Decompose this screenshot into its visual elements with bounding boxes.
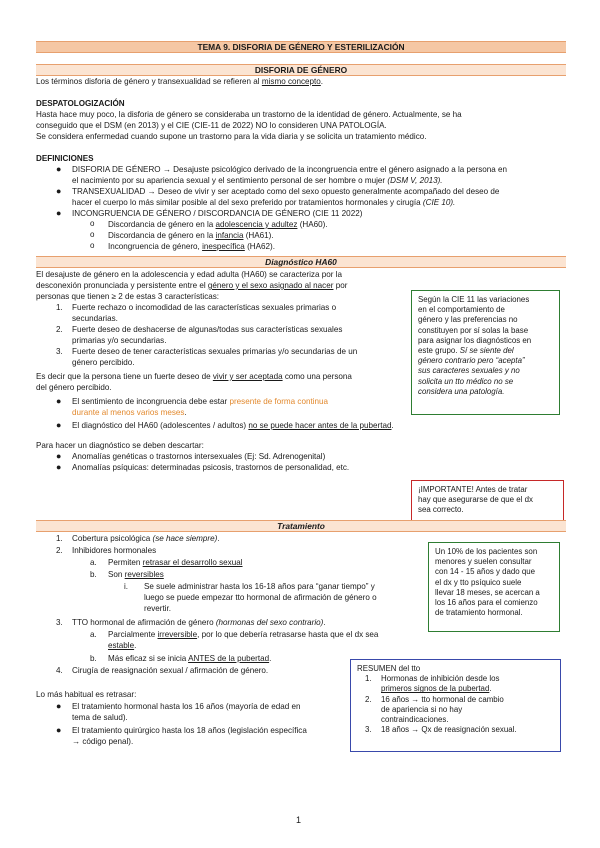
diag-b4: Anomalías psíquicas: determinadas psicosis, trastornos de personalidad, etc.: [72, 463, 350, 472]
bullet-icon: ●: [56, 208, 62, 218]
despat-line-2: conseguido que el DSM (en 2013) y el CIE (CIE-11 de 2022) NO lo consideren UNA PATOLOGÍA.: [36, 121, 387, 130]
trat-2b-i-3: revertir.: [144, 604, 171, 613]
trat-3: TTO hormonal de afirmación de género (hormonas del sexo contrario).: [72, 618, 326, 627]
despat-line-1: Hasta hace muy poco, la disforia de género se consideraba un trastorno de la identidad de género. Actualmente, se ha: [36, 110, 462, 119]
def-trans-2: hacer el cuerpo lo más similar posible al del sexo preferido por tratamientos hormonales y cirugía (CIE 10).: [72, 198, 456, 207]
retrasar-2a: El tratamiento quirúrgico hasta los 18 años (legislación específica: [72, 726, 307, 735]
page-number: 1: [296, 815, 302, 825]
def-trans-1: TRANSEXUALIDAD → Deseo de vivir y ser aceptado como del sexo opuesto generalmente acompañado del deseo de: [72, 187, 500, 196]
def-disforia-1: DISFORIA DE GÉNERO → Desajuste psicológico derivado de la incongruencia entre el género asignado a la persona en: [72, 165, 508, 174]
crit-3a: Fuerte deseo de tener características sexuales primarias y/o secundarias de un: [72, 347, 358, 356]
diag-b1b: durante al menos varios meses.: [72, 408, 187, 417]
letter-b: b.: [90, 654, 97, 663]
bullet-icon: ●: [56, 396, 62, 406]
circle-bullet-icon: o: [90, 241, 95, 250]
num-t3: 3.: [56, 618, 63, 627]
crit-3b: género percibido.: [72, 358, 135, 367]
sub-ha62: Incongruencia de género, inespecífica (HA62).: [108, 242, 275, 251]
note-box-cie11: Según la CIE 11 las variaciones en el comportamiento de género y las preferencias no constituyen por sí solas la base para asignar los diagnósticos en este grupo. Sí se siente del género contrario pero “acepta” sus caracteres sexuales y no solicita un tto médico no se considera una patología.: [411, 290, 560, 415]
num-3: 3.: [56, 347, 63, 356]
trat-3b: Más eficaz si se inicia ANTES de la pubertad.: [108, 654, 272, 663]
num-t2: 2.: [56, 546, 63, 555]
despat-line-3: Se considera enfermedad cuando supone un trastorno para la vida diaria y se solicita un tratamiento médico.: [36, 132, 427, 141]
diag-p3: personas que tienen ≥ 2 de estas 3 características:: [36, 292, 220, 301]
trat-3a-2: estable.: [108, 641, 137, 650]
letter-a: a.: [90, 558, 97, 567]
crit-1a: Fuerte rechazo o incomodidad de las características sexuales primarias o: [72, 303, 337, 312]
trat-2: Inhibidores hormonales: [72, 546, 157, 555]
retrasar-1a: El tratamiento hormonal hasta los 16 años (mayoría de edad en: [72, 702, 301, 711]
def-disforia-2: el nacimiento por su apariencia sexual y el sentimiento personal de ser hombre o mujer (DSM V, 2013).: [72, 176, 443, 185]
diag-b3: Anomalías genéticas o trastornos intersexuales (Ej: Sd. Adrenogenital): [72, 452, 326, 461]
trat-2b-i-2: luego se puede empezar tto hormonal de afirmación de género o: [144, 593, 377, 602]
circle-bullet-icon: o: [90, 219, 95, 228]
page-title: TEMA 9. DISFORIA DE GÉNERO Y ESTERILIZACIÓN: [36, 41, 566, 53]
bullet-icon: ●: [56, 725, 62, 735]
retrasar-heading: Lo más habitual es retrasar:: [36, 690, 137, 699]
note-box-resumen: RESUMEN del tto 1. Hormonas de inhibición desde los primeros signos de la pubertad. 2. 16 años → tto hormonal de cambio de apariencia si no hay contraindicaciones. 3. 18 años → Qx de reasignación sexual.: [350, 659, 561, 752]
diag-b2: El diagnóstico del HA60 (adolescentes / adultos) no se puede hacer antes de la pubertad.: [72, 421, 394, 430]
bullet-icon: ●: [56, 701, 62, 711]
bullet-icon: ●: [56, 462, 62, 472]
diag-b1a: El sentimiento de incongruencia debe estar presente de forma continua: [72, 397, 329, 406]
num-t4: 4.: [56, 666, 63, 675]
intro-line: Los términos disforia de género y transexualidad se refieren al mismo concepto.: [36, 77, 324, 86]
trat-2a: Permiten retrasar el desarrollo sexual: [108, 558, 243, 567]
note-box-importante: ¡IMPORTANTE! Antes de tratar hay que asegurarse de que el dx sea correcto.: [411, 480, 564, 525]
retrasar-1b: tema de salud).: [72, 713, 128, 722]
section-header-tratamiento: Tratamiento: [36, 520, 566, 532]
note-box-pacientes: Un 10% de los pacientes son menores y suelen consultar con 14 - 15 años y dado que el dx y tto psíquico suele llevar 18 meses, se acercan a los 16 años para el comienzo de tratamiento hormonal.: [428, 542, 560, 632]
roman-i: i.: [124, 582, 129, 591]
crit-1b: secundarias.: [72, 314, 118, 323]
num-1: 1.: [56, 303, 63, 312]
despat-heading: DESPATOLOGIZACIÓN: [36, 99, 125, 108]
bullet-icon: ●: [56, 164, 62, 174]
letter-b: b.: [90, 570, 97, 579]
trat-2b: Son reversibles: [108, 570, 164, 579]
diag-p1: El desajuste de género en la adolescencia y edad adulta (HA60) se caracteriza por la: [36, 270, 342, 279]
section-header-diagnostico: Diagnóstico HA60: [36, 256, 566, 268]
bullet-icon: ●: [56, 420, 62, 430]
trat-2b-i-1: Se suele administrar hasta los 16-18 años para “ganar tiempo” y: [144, 582, 375, 591]
diag-p6: Para hacer un diagnóstico se deben descartar:: [36, 441, 204, 450]
defs-heading: DEFINICIONES: [36, 154, 94, 163]
sub-ha61: Discordancia de género en la infancia (HA61).: [108, 231, 274, 240]
trat-4: Cirugía de reasignación sexual / afirmación de género.: [72, 666, 269, 675]
def-incongruencia: INCONGRUENCIA DE GÉNERO / DISCORDANCIA DE GÉNERO (CIE 11 2022): [72, 209, 363, 218]
crit-2a: Fuerte deseo de deshacerse de algunas/todas sus características sexuales: [72, 325, 343, 334]
trat-1: Cobertura psicológica (se hace siempre).: [72, 534, 220, 543]
num-2: 2.: [56, 325, 63, 334]
letter-a: a.: [90, 630, 97, 639]
diag-p5: del género percibido.: [36, 383, 112, 392]
bullet-icon: ●: [56, 451, 62, 461]
diag-p2: desconexión pronunciada y persistente entre el género y el sexo asignado al nacer por: [36, 281, 348, 290]
diag-p4: Es decir que la persona tiene un fuerte deseo de vivir y ser aceptada como una persona: [36, 372, 352, 381]
trat-3a-1: Parcialmente irreversible, por lo que debería retrasarse hasta que el dx sea: [108, 630, 379, 639]
sub-ha60: Discordancia de género en la adolescencia y adultez (HA60).: [108, 220, 328, 229]
circle-bullet-icon: o: [90, 230, 95, 239]
retrasar-2b: → código penal).: [72, 737, 134, 746]
bullet-icon: ●: [56, 186, 62, 196]
num-t1: 1.: [56, 534, 63, 543]
crit-2b: primarias y/o secundarias.: [72, 336, 167, 345]
section-header-disforia: DISFORIA DE GÉNERO: [36, 64, 566, 76]
